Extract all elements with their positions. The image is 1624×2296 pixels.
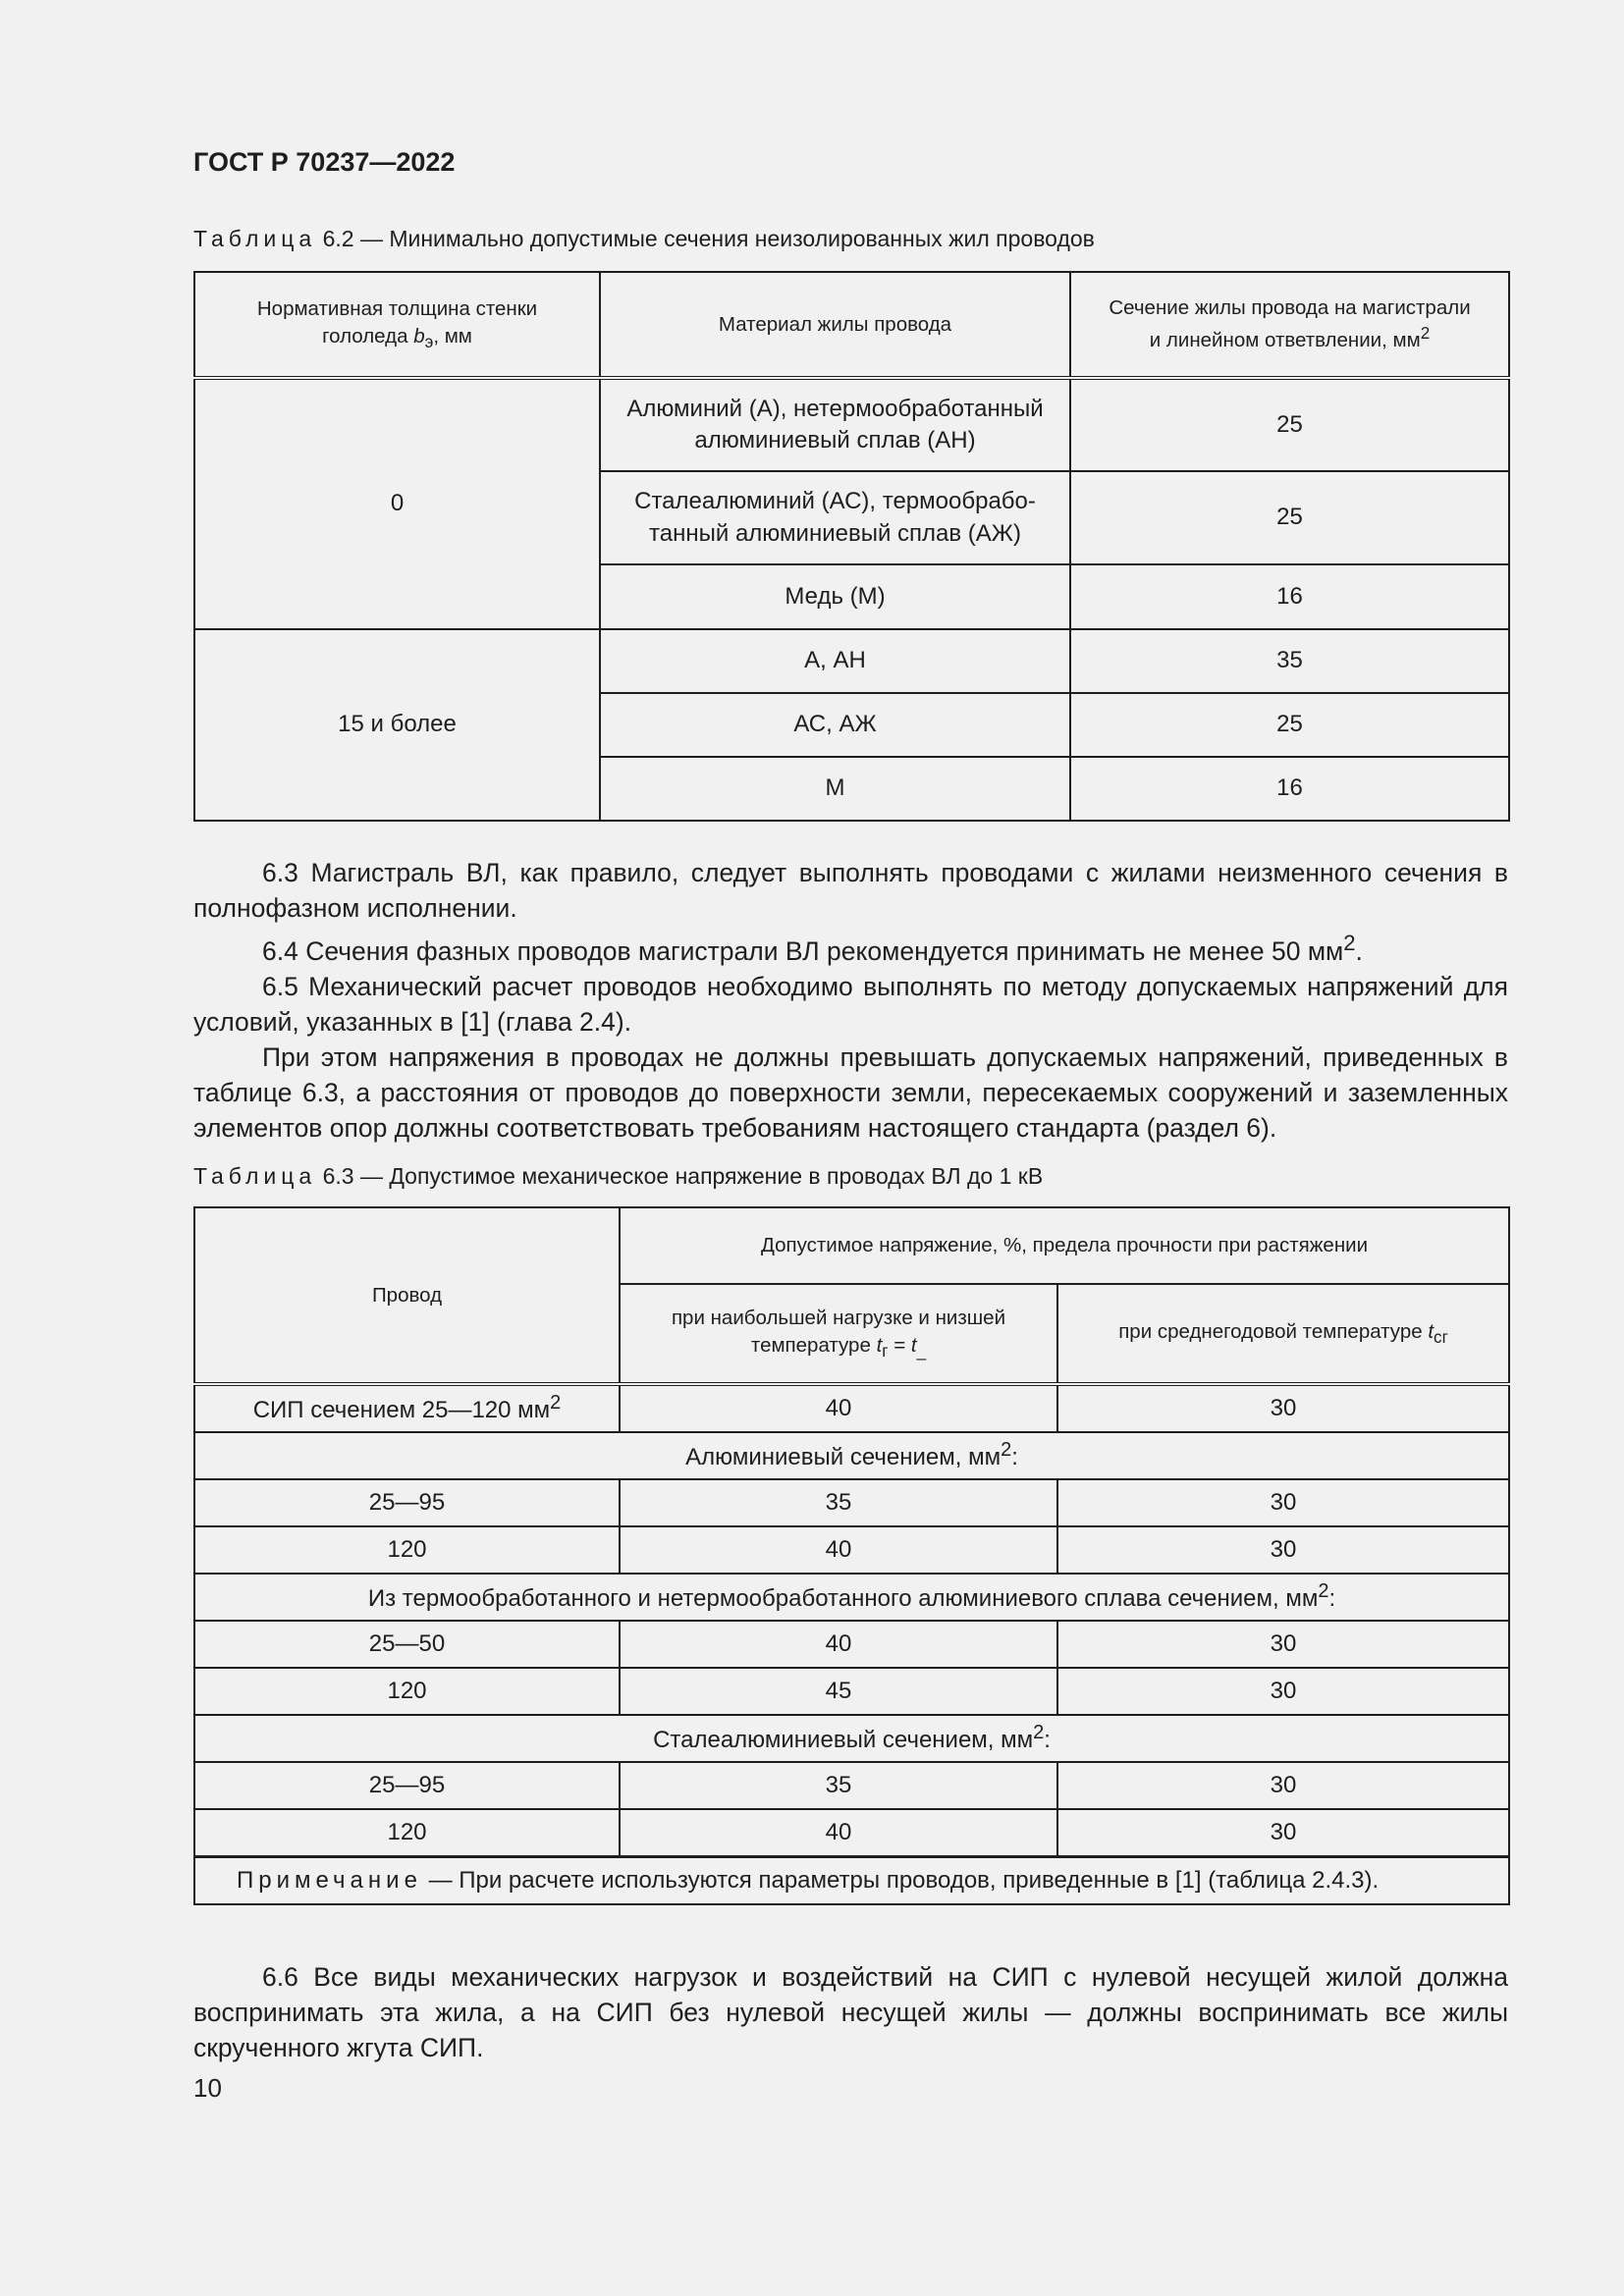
value-cell: 45: [620, 1668, 1057, 1715]
wire-cell: 120: [194, 1668, 620, 1715]
value-cell: 30: [1057, 1479, 1509, 1526]
table-row: [194, 1668, 1509, 1715]
caption-text: 6.3 — Допустимое механическое напряжение в проводах ВЛ до 1 кВ: [322, 1163, 1044, 1189]
table-note: Примечание — При расчете используются параметры проводов, приведенные в [1] (таблица 2.4.3).: [194, 1857, 1509, 1905]
value-cell: 35: [620, 1479, 1057, 1526]
section-title: Из термообработанного и нетермообработанного алюминиевого сплава сечением, $мм^2$:: [194, 1574, 1509, 1621]
section-row: [194, 1715, 1509, 1762]
header-material: Материал жилы провода: [600, 272, 1070, 378]
material-cell: Медь (М): [600, 564, 1070, 629]
value-cell: 30: [1057, 1526, 1509, 1574]
section-cell: 16: [1070, 757, 1509, 821]
table-row: [194, 1384, 1509, 1432]
table-header-row: [194, 272, 1509, 378]
wire-cell: 25—95: [194, 1479, 620, 1526]
note-row: [194, 1857, 1509, 1905]
wire-cell: 120: [194, 1526, 620, 1574]
section-row: [194, 1432, 1509, 1479]
table-row: [194, 629, 1509, 693]
header-wire: Провод: [194, 1207, 620, 1384]
paragraph-6-5-cont: При этом напряжения в проводах не должны превышать допускаемых напряжений, приведенных в таблице 6.3, а расстояния от проводов до поверхности земли, пересекаемых сооружений и заземленных элементов опор должны соответствовать требованиям настоящего стандарта (раздел 6).: [193, 1041, 1508, 1143]
section-cell: 35: [1070, 629, 1509, 693]
section-cell: 16: [1070, 564, 1509, 629]
header-thickness: Нормативная толщина стенки гололеда $b_э$, мм: [194, 272, 600, 378]
header-section: Сечение жилы провода на магистрали и линейном ответвлении, $мм^2$: [1070, 272, 1509, 378]
paragraph-6-4: 6.4 Сечения фазных проводов магистрали ВЛ рекомендуется принимать не менее 50 $мм^2$.: [262, 931, 1363, 966]
section-cell: 25: [1070, 693, 1509, 757]
material-cell: АС, АЖ: [600, 693, 1070, 757]
value-cell: 40: [620, 1621, 1057, 1668]
paragraph-6-5: 6.5 Механический расчет проводов необходимо выполнять по методу допускаемых напряжений для условий, указанных в [1] (глава 2.4).: [193, 971, 1508, 1037]
material-cell: М: [600, 757, 1070, 821]
thickness-cell: 15 и более: [194, 629, 600, 821]
table-6-2-caption: [193, 226, 1095, 252]
table-row: [194, 1526, 1509, 1574]
header-max-load: при наибольшей нагрузке и низшей температуре $t_г = t_{\_}$: [620, 1284, 1057, 1384]
table-row: [194, 378, 1509, 471]
body-text-2: [193, 1959, 1508, 2065]
caption-label: Таблица: [193, 226, 317, 251]
value-cell: 40: [620, 1526, 1057, 1574]
body-text-1: [193, 855, 1508, 1146]
table-6-3: [193, 1206, 1510, 1905]
table-row: [194, 1479, 1509, 1526]
value-cell: 35: [620, 1762, 1057, 1809]
section-cell: 25: [1070, 378, 1509, 471]
value-cell: 30: [1057, 1668, 1509, 1715]
table-6-2: [193, 271, 1510, 822]
page-number: 10: [193, 2073, 222, 2103]
header-group: Допустимое напряжение, %, предела прочности при растяжении: [620, 1207, 1509, 1284]
document-id: ГОСТ Р 70237—2022: [193, 147, 456, 177]
header-avg-temp: при среднегодовой температуре $t_{сг}$: [1057, 1284, 1509, 1384]
caption-label: Таблица: [193, 1163, 317, 1189]
paragraph-6-6: 6.6 Все виды механических нагрузок и воздействий на СИП с нулевой несущей жилой должна воспринимать эта жила, а на СИП без нулевой несущей жилы — должны воспринимать все жилы скрученного жгута СИП.: [193, 1962, 1508, 2062]
value-cell: 40: [620, 1809, 1057, 1857]
value-cell: 30: [1057, 1762, 1509, 1809]
value-cell: 30: [1057, 1621, 1509, 1668]
table-row: [194, 1809, 1509, 1857]
value-cell: 40: [620, 1384, 1057, 1432]
section-row: [194, 1574, 1509, 1621]
table-6-3-caption: [193, 1163, 1043, 1190]
section-title: Сталеалюминиевый сечением, $мм^2$:: [194, 1715, 1509, 1762]
wire-cell: 25—50: [194, 1621, 620, 1668]
table-row: [194, 1621, 1509, 1668]
wire-cell: 25—95: [194, 1762, 620, 1809]
wire-cell: СИП сечением 25—120 $мм^2$: [194, 1384, 620, 1432]
value-cell: 30: [1057, 1384, 1509, 1432]
thickness-cell: 0: [194, 378, 600, 629]
section-title: Алюминиевый сечением, $мм^2$:: [194, 1432, 1509, 1479]
section-cell: 25: [1070, 471, 1509, 564]
caption-text: 6.2 — Минимально допустимые сечения неизолированных жил проводов: [322, 226, 1095, 251]
table-row: [194, 1762, 1509, 1809]
value-cell: 30: [1057, 1809, 1509, 1857]
material-cell: Сталеалюминий (АС), термообрабо-танный алюминиевый сплав (АЖ): [600, 471, 1070, 564]
material-cell: Алюминий (А), нетермообработанный алюминиевый сплав (АН): [600, 378, 1070, 471]
wire-cell: 120: [194, 1809, 620, 1857]
material-cell: А, АН: [600, 629, 1070, 693]
paragraph-6-3: 6.3 Магистраль ВЛ, как правило, следует выполнять проводами с жилами неизменного сечения в полнофазном исполнении.: [193, 858, 1508, 923]
table-header-row: [194, 1207, 1509, 1284]
